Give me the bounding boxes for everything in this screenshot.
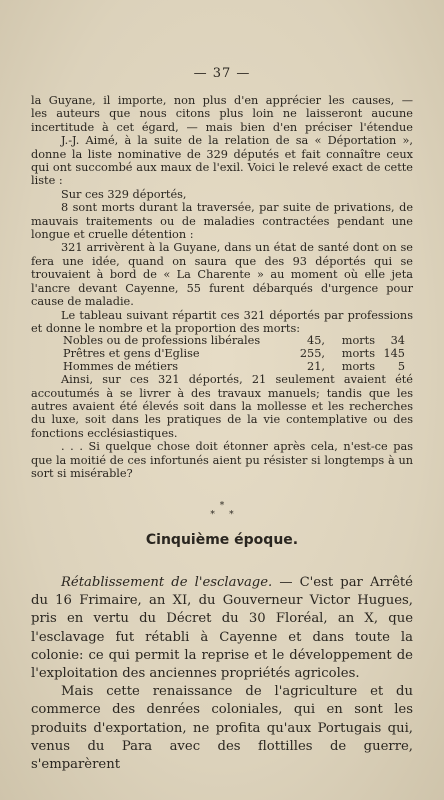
table-row — [63, 361, 405, 374]
page-number: — 37 — — [193, 66, 251, 81]
paragraph-retablissement — [31, 574, 413, 683]
section-title: Cinquième époque. — [145, 532, 299, 548]
text-block-bottom — [31, 574, 413, 774]
table-cell-count: 21, — [307, 359, 325, 373]
paragraph-line-3: incertitude à cet égard, — mais bien d'en préciser l'étendue — [31, 120, 413, 134]
paragraph-renaissance: Mais cette renaissance de l'agriculture et du commerce des denrées coloniales, qui en sont les produits d'exportation, ne profita qu'aux Portugais qui, venus du Para avec des flottilles de guerre, s'emparèrent — [31, 684, 413, 773]
paragraph-text: — C'est par Arrêté du 16 Frimaire, an XI, du Gouverneur Victor Hugues, pris en vertu du Décret du 30 Floréal, an X, que l'esclavage fut rétabli à Cayenne et dans toute la colonie: ce qui permit la reprise et le développement de l'exploitation des anciennes propriétés agricoles. — [31, 575, 413, 682]
ornament-bottom: * * — [210, 510, 234, 520]
table-cell-morts: morts — [341, 334, 375, 348]
table-cell-count: 45, — [307, 334, 325, 348]
paragraph-line-2: les auteurs que nous citons plus loin ne laisseront aucune — [31, 107, 413, 121]
ornament-top: * — [219, 501, 225, 511]
deportes-table — [63, 335, 405, 373]
paragraph-line-1: la Guyane, il importe, non plus d'en apprécier les causes, — — [31, 94, 413, 107]
paragraph-ainsi: Ainsi, sur ces 321 déportés, 21 seulement avaient été accoutumés à se livrer à des travaux manuels; tandis que les autres avaient été élevés soit dans la mollesse et les recherches du luxe, soit dans les pratiques de la vie contemplative ou des fonctions ecclésiastiques. — [31, 373, 413, 440]
table-cell-morts: morts — [341, 359, 375, 373]
table-cell-label: Prêtres et gens d'Eglise — [63, 346, 200, 360]
text-block-top — [31, 94, 413, 480]
paragraph-sur-ces: Sur ces 329 déportés, — [61, 187, 187, 201]
table-cell-count: 255, — [299, 346, 325, 360]
paragraph-si-quelque: . . . Si quelque chose doit étonner après cela, n'est-ce pas que la moitié de ces infortunés aient pu résister si longtemps à un sort si misérable? — [31, 440, 413, 480]
table-cell-value: 5 — [397, 359, 405, 373]
paragraph-tableau: Le tableau suivant répartit ces 321 déportés par professions et donne le nombre et la proportion des morts: — [31, 308, 413, 335]
table-cell-value: 34 — [390, 334, 405, 348]
table-cell-label: Nobles ou de professions libérales — [63, 334, 261, 348]
italic-title: Rétablissement de l'esclavage. — [61, 575, 273, 590]
paragraph-morts-traversee: 8 sont morts durant la traversée, par suite de privations, de mauvais traitements ou de maladies contractées pendant une longue et cruelle détention : — [31, 201, 413, 242]
table-cell-label: Hommes de métiers — [63, 359, 179, 373]
paragraph-aime: J.-J. Aimé, à la suite de la relation de sa « Déportation », donne la liste nominative de 329 députés et fait connaître ceux qui ont succombé aux maux de l'exil. Voici le relevé exact de cette liste : — [31, 134, 413, 188]
table-row — [63, 348, 405, 361]
table-cell-value: 145 — [383, 346, 405, 360]
paragraph-arriverent: 321 arrivèrent à la Guyane, dans un état de santé dont on se fera une idée, quand on saura que des 93 déportés qui se trouvaient à bord de « La Charente » au moment où elle jeta l'ancre devant Cayenne, 55 furent débarqués d'urgence pour cause de maladie. — [31, 241, 413, 309]
table-cell-morts: morts — [341, 346, 375, 360]
ornament-asterisks — [0, 502, 444, 520]
